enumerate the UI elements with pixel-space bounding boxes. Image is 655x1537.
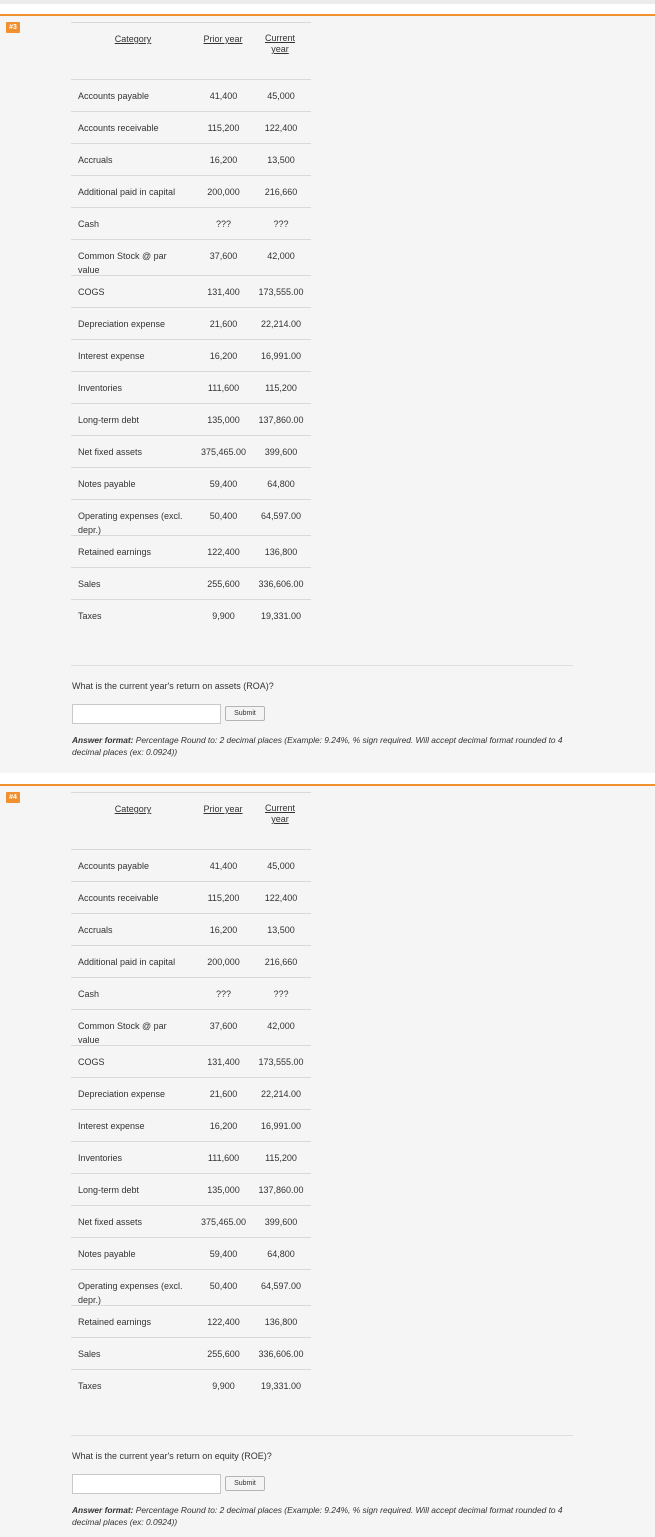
prior-year-value: 131,400 [207,1057,240,1067]
table-body [71,79,311,631]
table-row [71,849,311,881]
row-label: Retained earnings [78,547,152,557]
row-label: Sales [78,579,101,589]
prior-year-value: 255,600 [207,579,240,589]
table-row [71,239,311,275]
prior-year-value: 135,000 [207,415,240,425]
row-label: Inventories [78,383,123,393]
current-year-value: 13,500 [267,925,295,935]
current-year-value: 136,800 [264,547,298,557]
table-row [71,1173,311,1205]
row-label: Interest expense [78,351,145,361]
row-label: COGS [78,1057,105,1067]
prior-year-value: 111,600 [207,383,240,393]
table-row [71,1369,311,1401]
row-label: Notes payable [78,1249,136,1259]
answer-format-label: Answer format: [72,1505,134,1515]
row-label: Interest expense [78,1121,145,1131]
row-label: Net fixed assets [78,1217,143,1227]
table-row [71,435,311,467]
prior-year-value: 16,200 [209,925,238,935]
answer-format-text: Percentage Round to: 2 decimal places (Example: 9.24%, % sign required. Will accept decimal format rounded to 4 decimal places (ex: 0.0924)) [72,735,563,757]
row-label: Common Stock @ par value [78,1021,167,1045]
current-year-value: 137,860.00 [258,415,304,425]
table-row [71,1269,311,1305]
table-row [71,1237,311,1269]
table-row [71,371,311,403]
prior-year-value: 16,200 [209,351,238,361]
row-label: Inventories [78,1153,123,1163]
table-row [71,467,311,499]
table-row [71,913,311,945]
table-row [71,1109,311,1141]
answer-format-note [72,1504,572,1528]
current-year-value: 115,200 [265,1153,297,1163]
prior-year-value: 135,000 [207,1185,240,1195]
row-label: Depreciation expense [78,319,166,329]
table-row [71,977,311,1009]
table-row [71,881,311,913]
row-label: Notes payable [78,479,136,489]
prior-year-value: 375,465.00 [200,447,247,457]
table-row [71,275,311,307]
row-label: Operating expenses (excl. depr.) [78,1281,183,1305]
row-label: Taxes [78,1381,102,1391]
top-bar [0,0,655,4]
submit-button[interactable]: Submit [225,706,265,721]
current-year-value: 336,606.00 [258,579,304,589]
current-year-column-header[interactable]: Current year [264,803,295,824]
row-label: Accounts receivable [78,123,159,133]
prior-year-value: 21,600 [209,1089,238,1099]
current-year-value: 19,331.00 [260,611,302,621]
table-row [71,307,311,339]
row-label: Depreciation expense [78,1089,166,1099]
prior-year-value: 50,400 [209,511,238,521]
prior-year-value: 50,400 [209,1281,238,1291]
table-header [71,793,311,849]
row-label: Accruals [78,925,113,935]
submit-button[interactable]: Submit [225,1476,265,1491]
table-row [71,79,311,111]
row-label: Cash [78,989,100,999]
row-label: Long-term debt [78,415,140,425]
prior-year-value: 115,200 [207,123,240,133]
current-year-value: 137,860.00 [258,1185,304,1195]
table-row [71,111,311,143]
row-label: Accounts payable [78,861,150,871]
table-row [71,567,311,599]
current-year-value: 45,000 [267,861,295,871]
answer-input[interactable] [72,704,221,724]
prior-year-value: ??? [215,989,232,999]
current-year-value: 13,500 [267,155,295,165]
table-row [71,339,311,371]
financial-data-table [71,792,311,1401]
current-year-value: 16,991.00 [260,351,302,361]
table-row [71,175,311,207]
answer-format-text: Percentage Round to: 2 decimal places (Example: 9.24%, % sign required. Will accept decimal format rounded to 4 decimal places (ex: 0.0924)) [72,1505,563,1527]
prior-year-value: 59,400 [209,1249,238,1259]
current-year-value: 399,600 [264,447,298,457]
divider [71,665,573,666]
current-year-value: 216,660 [264,187,298,197]
table-row [71,1077,311,1109]
question-prompt: What is the current year's return on equity (ROE)? [72,1451,272,1461]
current-year-value: 173,555.00 [258,287,304,297]
question-3 [0,14,655,773]
prior-year-value: 16,200 [209,1121,238,1131]
row-label: Retained earnings [78,1317,152,1327]
current-year-value: 19,331.00 [260,1381,302,1391]
current-year-value: 64,597.00 [260,511,302,521]
current-year-value: 22,214.00 [260,1089,302,1099]
prior-year-value: 200,000 [207,957,240,967]
financial-data-table [71,22,311,631]
prior-year-value: 9,900 [212,1381,235,1391]
table-row [71,599,311,631]
row-label: Taxes [78,611,102,621]
prior-year-value: 41,400 [209,861,238,871]
table-row [71,1337,311,1369]
category-column-header[interactable]: Category [114,804,152,814]
prior-year-column-header[interactable]: Prior year [203,34,243,44]
current-year-value: 45,000 [267,91,295,101]
table-header [71,23,311,79]
row-label: Common Stock @ par value [78,251,167,275]
current-year-value: 399,600 [264,1217,298,1227]
prior-year-value: 21,600 [209,319,238,329]
row-label: Net fixed assets [78,447,143,457]
question-number-badge: #3 [6,22,20,33]
current-year-value: ??? [273,989,289,999]
table-row [71,1045,311,1077]
row-label: Additional paid in capital [78,957,176,967]
current-year-value: 122,400 [264,123,298,133]
row-label: Cash [78,219,100,229]
question-prompt: What is the current year's return on assets (ROA)? [72,681,274,691]
table-row [71,945,311,977]
current-year-value: 22,214.00 [260,319,302,329]
question-number-badge: #4 [6,792,20,803]
current-year-value: 64,597.00 [260,1281,302,1291]
table-row [71,1141,311,1173]
row-label: Accruals [78,155,113,165]
table-row [71,1305,311,1337]
table-row [71,499,311,535]
current-year-column-header[interactable]: Current year [264,33,295,54]
prior-year-value: 37,600 [209,1021,238,1031]
question-4 [0,784,655,1537]
current-year-value: 115,200 [265,383,297,393]
prior-year-value: 375,465.00 [200,1217,247,1227]
row-label: Accounts payable [78,91,150,101]
row-label: Sales [78,1349,101,1359]
prior-year-value: 41,400 [209,91,238,101]
prior-year-value: 122,400 [207,547,240,557]
table-body [71,849,311,1401]
answer-input[interactable] [72,1474,221,1494]
prior-year-value: 131,400 [207,287,240,297]
current-year-value: 16,991.00 [260,1121,302,1131]
prior-year-value: ??? [215,219,232,229]
row-label: Accounts receivable [78,893,159,903]
table-row [71,403,311,435]
prior-year-value: 111,600 [207,1153,240,1163]
current-year-value: 216,660 [264,957,298,967]
current-year-value: 42,000 [267,251,295,261]
table-row [71,143,311,175]
table-row [71,1009,311,1045]
prior-year-value: 255,600 [207,1349,240,1359]
prior-year-value: 122,400 [207,1317,240,1327]
answer-format-label: Answer format: [72,735,134,745]
current-year-value: 122,400 [264,893,298,903]
table-row [71,207,311,239]
row-label: COGS [78,287,105,297]
row-label: Additional paid in capital [78,187,176,197]
answer-format-note [72,734,572,758]
current-year-value: 173,555.00 [258,1057,304,1067]
prior-year-value: 37,600 [209,251,238,261]
current-year-value: 64,800 [267,479,295,489]
current-year-value: ??? [273,219,289,229]
current-year-value: 336,606.00 [258,1349,304,1359]
prior-year-value: 16,200 [209,155,238,165]
row-label: Operating expenses (excl. depr.) [78,511,183,535]
prior-year-value: 115,200 [207,893,240,903]
prior-year-value: 9,900 [212,611,235,621]
prior-year-value: 200,000 [207,187,240,197]
divider [71,1435,573,1436]
prior-year-column-header[interactable]: Prior year [203,804,243,814]
row-label: Long-term debt [78,1185,140,1195]
current-year-value: 42,000 [267,1021,295,1031]
table-row [71,1205,311,1237]
table-row [71,535,311,567]
category-column-header[interactable]: Category [114,34,152,44]
current-year-value: 136,800 [264,1317,298,1327]
prior-year-value: 59,400 [209,479,238,489]
current-year-value: 64,800 [267,1249,295,1259]
